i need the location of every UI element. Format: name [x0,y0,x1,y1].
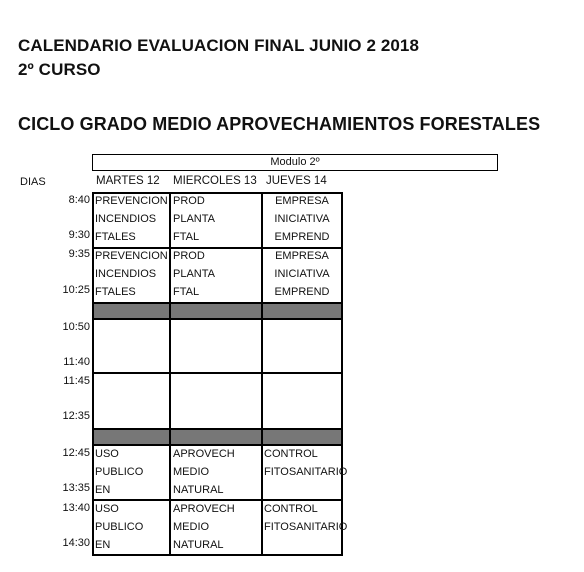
time-label: 13:35 [62,482,90,494]
cell-miercoles-slot2: PROD PLANTA FTAL [173,250,215,298]
time-label: 12:45 [62,447,90,459]
column-header-martes: MARTES 12 [96,175,160,187]
cell-martes-slot2: PREVENCION INCENDIOS FTALES [95,250,168,298]
modulo-header: Modulo 2º [92,154,498,171]
time-label: 8:40 [68,194,90,206]
time-label: 12:35 [62,410,90,422]
document-title: CALENDARIO EVALUACION FINAL JUNIO 2 2018 [18,36,420,55]
cell-jueves-slot6: CONTROL FITOSANITARIO [264,503,348,533]
time-label: 11:45 [63,375,90,387]
cell-jueves-slot5: CONTROL FITOSANITARIO [264,448,348,478]
cell-martes-slot1: PREVENCION INCENDIOS FTALES [95,195,168,243]
cell-jueves-slot1: EMPRESA INICIATIVA EMPREND [274,195,330,243]
grid-line [92,428,342,430]
grid-line [169,192,171,556]
dias-label: DIAS [20,176,46,188]
time-label: 9:30 [68,229,90,241]
column-header-jueves: JUEVES 14 [266,175,327,187]
grid-line [92,302,342,304]
time-label: 11:40 [63,356,90,368]
time-label: 9:35 [68,248,90,260]
time-label: 14:30 [62,537,90,549]
cell-miercoles-slot5: APROVECH MEDIO NATURAL [173,448,235,496]
time-label: 10:25 [62,284,90,296]
course-label: 2º CURSO [18,60,101,79]
cell-miercoles-slot6: APROVECH MEDIO NATURAL [173,503,235,551]
grid-line [92,318,342,320]
grid-line [92,372,342,374]
time-label: 10:50 [62,321,90,333]
cell-jueves-slot2: EMPRESA INICIATIVA EMPREND [274,250,330,298]
column-header-miercoles: MIERCOLES 13 [173,175,257,187]
grid-line [92,192,94,556]
cell-martes-slot6: USO PUBLICO EN [95,503,144,551]
cell-martes-slot5: USO PUBLICO EN [95,448,144,496]
cell-miercoles-slot1: PROD PLANTA FTAL [173,195,215,243]
cycle-title: CICLO GRADO MEDIO APROVECHAMIENTOS FORESTALES [18,114,541,134]
break-band [92,428,342,444]
time-label: 13:40 [62,502,90,514]
grid-line [92,554,342,556]
break-band [92,302,342,318]
